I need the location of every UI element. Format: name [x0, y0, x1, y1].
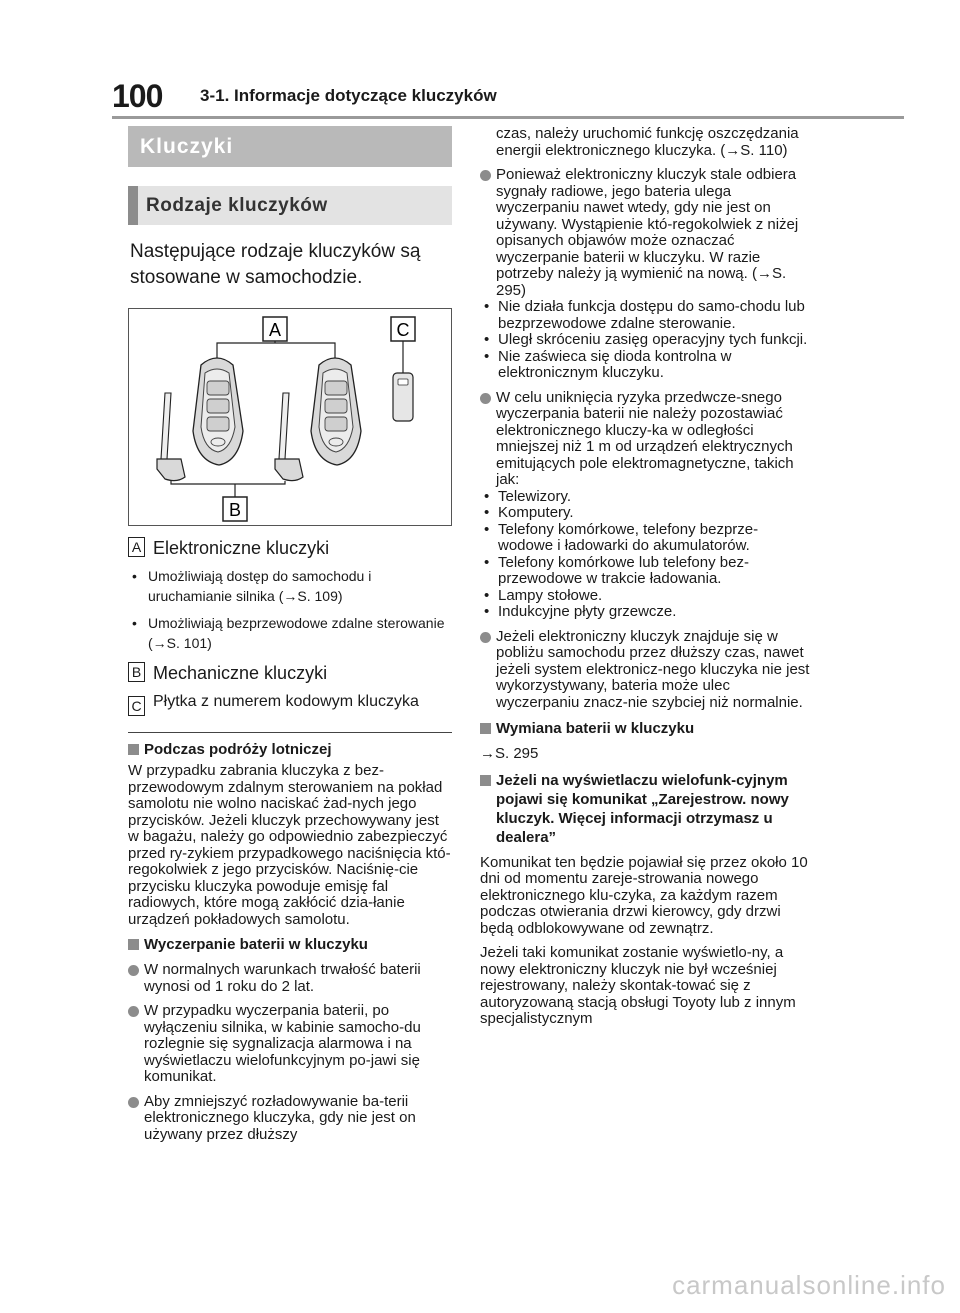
list-item: • Umożliwiają bezprzewodowe zdalne sterowanie (→S. 101) [130, 613, 452, 653]
display-text-1: Komunikat ten będzie pojawiał się przez około 10 dni od momentu zareje-strowania nowego elektronicznego klu-czyka, za każdym razem podczas otwierania drzwi kierowcy, gdy drzwi będą odblokowywane od zewnątrz. [480, 853, 808, 937]
list-item: W celu uniknięcia ryzyka przedwcze-snego wyczerpania baterii nie należy pozostawiać elektronicznego kluczy-ka w odległości mniejszej niż 1 m od urządzeń elektrycznych emitujących pole elektromagnetyczne, takich jak: [480, 390, 810, 489]
legend-b [128, 661, 452, 685]
header-rule [112, 116, 904, 119]
key-number-plate [393, 373, 413, 421]
list-item: • Telefony komórkowe lub telefony bez-przewodowe w trakcie ładowania. [480, 555, 810, 588]
list-item: • Uległ skróceniu zasięg operacyjny tych funkcji. [480, 332, 810, 349]
list-item: • Komputery. [480, 505, 810, 522]
keys-illustration [128, 308, 452, 526]
intro-text: Następujące rodzaje kluczyków są stosowane w samochodzie. [130, 241, 421, 288]
legend-a [128, 536, 452, 560]
right-column [480, 126, 810, 1028]
list-item: • Telefony komórkowe, telefony bezprze-wodowe i ładowarki do akumulatorów. [480, 522, 810, 555]
list-item: Ponieważ elektroniczny kluczyk stale odbiera sygnały radiowe, jego bateria ulega wyczerpaniu nawet wtedy, gdy nie jest on używany. Wystąpienie któ-regokolwiek z niżej opisanych objawów może oznaczać wyczerpanie baterii w kluczyku. W razie potrzeby należy ją wymienić na nową. (→S. 295) [480, 167, 810, 299]
list-item: W normalnych warunkach trwałość baterii wynosi od 1 roku do 2 lat. [128, 962, 452, 995]
legend-b-label: Mechaniczne kluczyki [153, 663, 328, 683]
flight-text: W przypadku zabrania kluczyka z bez-przewodowym zdalnym sterowaniem na pokład samolotu nie wolno naciskać żad-nych jego przycisków. Jeżeli kluczyk przechowywany jest w bagażu, należy go odpowiednio zabezpieczyć przed ry-zykiem przypadkowego naciśnięcia któ-regokolwiek z jego przycisków. Naciśnię-cie przycisku kluczyka powoduje emisję fal radiowych, które mogą zakłócić dzia-łanie urządzeń pokładowych samolotu. [128, 762, 451, 928]
replace-ref: →S. 295 [480, 745, 539, 762]
list-item: Aby zmniejszyć rozładowywanie ba-terii elektronicznego kluczyka, gdy nie jest on używany przez dłuższy [128, 1094, 452, 1144]
battery-heading: Wyczerpanie baterii w kluczyku [128, 935, 452, 954]
electronic-key-2 [311, 358, 361, 465]
legend-c-label: Płytka z numerem kodowym kluczyka [153, 693, 419, 710]
mechanical-key-2 [275, 393, 303, 481]
figure-label-b [223, 497, 247, 521]
subsection-title: Rodzaje kluczyków [128, 186, 452, 225]
svg-text:A: A [268, 320, 282, 340]
left-column [128, 126, 452, 1143]
list-item: W przypadku wyczerpania baterii, po wyłączeniu silnika, w kabinie samocho-du rozlegnie się sygnalizacja alarmowa i na wyświetlaczu wielofunkcyjnym po-jawi się komunikat. [128, 1003, 452, 1086]
list-item: • Umożliwiają dostęp do samochodu i uruchamianie silnika (→S. 109) [130, 566, 452, 606]
mechanical-key-1 [157, 393, 185, 481]
electronic-key-1 [193, 358, 243, 465]
replace-heading: Wymiana baterii w kluczyku [480, 719, 810, 738]
list-item: • Lampy stołowe. [480, 588, 810, 605]
figure-label-c [391, 317, 415, 341]
list-item: Jeżeli elektroniczny kluczyk znajduje się w pobliżu samochodu przez dłuższy czas, nawet jeżeli system elektronicz-nego kluczyka nie jest wykorzystywany, bateria może ulec wyczerpaniu znacz-nie szybciej niż normalnie. [480, 629, 810, 712]
continued-text: czas, należy uruchomić funkcję oszczędzania energii elektronicznego kluczyka. (→S. 110) [496, 125, 799, 159]
legend-a-label: Elektroniczne kluczyki [153, 538, 330, 558]
display-text-2: Jeżeli taki komunikat zostanie wyświetlo-ny, a nowy elektroniczny kluczyk nie był wcześniej rejestrowany, należy skontak-tować się z autoryzowaną stacją obsługi Toyoty lub z innym specjalistycznym [480, 944, 796, 1027]
list-item: • Telewizory. [480, 489, 810, 506]
watermark: carmanualsonline.info [672, 1270, 946, 1300]
legend-tag-b: B [128, 662, 145, 682]
legend-c [128, 693, 452, 716]
display-heading: Jeżeli na wyświetlaczu wielofunk-cyjnym pojawi się komunikat „Zarejestrow. nowy kluczyk. Więcej informacji otrzymasz u dealera” [480, 771, 810, 847]
section-title: Kluczyki [128, 126, 452, 167]
list-item: • Nie zaświeca się dioda kontrolna w elektronicznym kluczyku. [480, 349, 810, 382]
section-divider [128, 732, 452, 733]
page-number: 100 [112, 78, 163, 114]
svg-text:C: C [396, 320, 410, 340]
keys-illustration-svg [129, 309, 451, 525]
chapter-title: 3-1. Informacje dotyczące kluczyków [200, 86, 497, 105]
list-item: • Indukcyjne płyty grzewcze. [480, 604, 810, 621]
flight-heading: Podczas podróży lotniczej [128, 740, 452, 759]
list-item: • Nie działa funkcja dostępu do samo-chodu lub bezprzewodowe zdalne sterowanie. [480, 299, 810, 332]
figure-label-a [263, 317, 287, 341]
legend-a-bullets [130, 566, 452, 653]
svg-text:B: B [228, 500, 242, 520]
legend-tag-a: A [128, 537, 145, 557]
legend-tag-c: C [128, 696, 145, 716]
